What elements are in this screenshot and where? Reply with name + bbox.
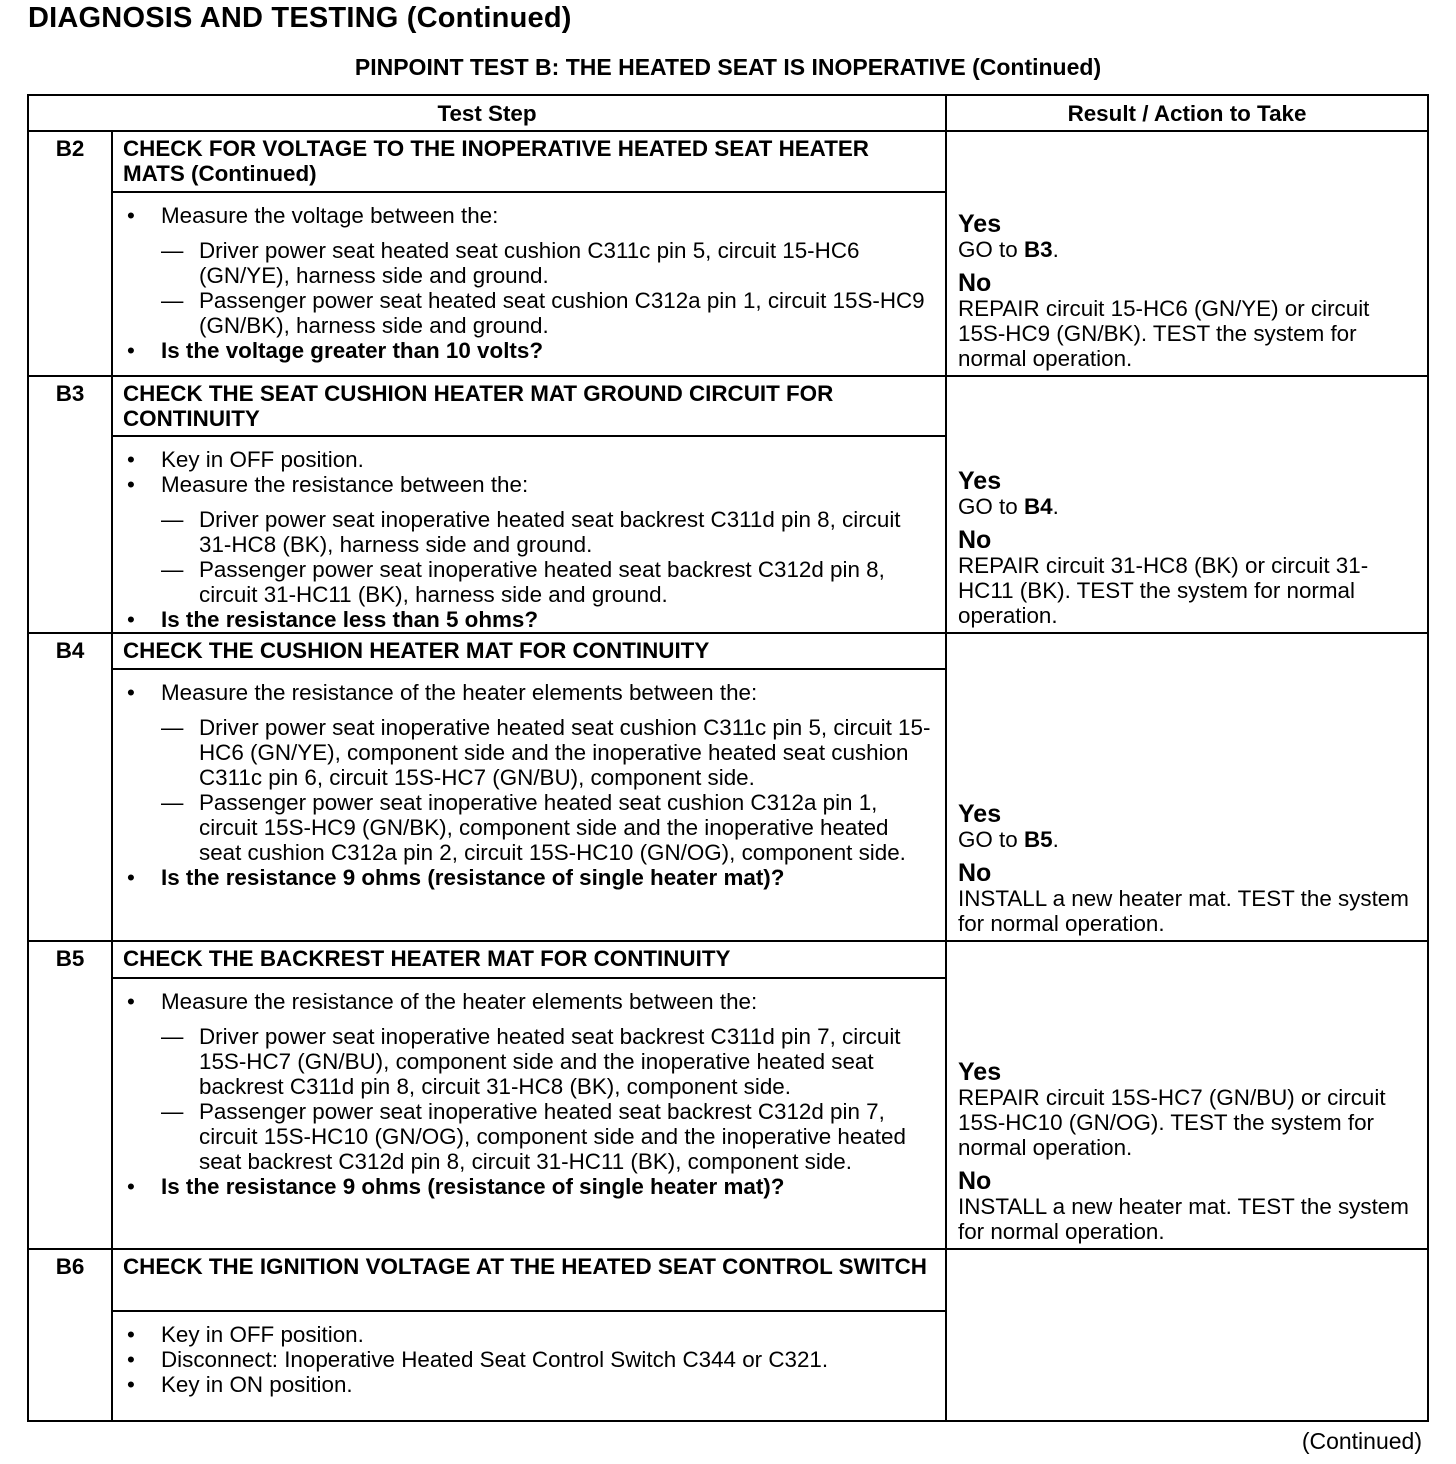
step-heading-row	[28, 376, 1428, 436]
step-body	[112, 436, 946, 633]
result-action	[958, 1085, 1417, 1160]
step-heading: CHECK THE SEAT CUSHION HEATER MAT GROUND CIRCUIT FOR CONTINUITY	[112, 376, 946, 436]
item-text: Is the voltage greater than 10 volts?	[161, 338, 543, 363]
bullet-item	[123, 338, 935, 363]
result-text: GO to	[958, 827, 1024, 852]
step-body	[112, 1311, 946, 1421]
bullet-marker: •	[127, 607, 135, 632]
step-body	[112, 978, 946, 1249]
step-heading: CHECK THE BACKREST HEATER MAT FOR CONTINUITY	[112, 941, 946, 978]
sub-item	[123, 790, 935, 865]
item-text: Measure the voltage between the:	[161, 203, 499, 228]
bullet-marker: •	[127, 680, 135, 705]
bullet-marker: •	[127, 1174, 135, 1199]
result-no-label: No	[958, 269, 992, 297]
result-text: B5	[1023, 827, 1053, 852]
dash-marker: —	[161, 507, 184, 532]
bullet-marker: •	[127, 203, 135, 228]
result-text: REPAIR circuit 15S-HC7 (GN/BU) or circuit 15S-HC10 (GN/OG). TEST the system for normal operation.	[958, 1085, 1386, 1160]
result-no-label: No	[958, 526, 992, 554]
result-text: INSTALL a new heater mat. TEST the system for normal operation.	[958, 886, 1409, 936]
bullet-item	[123, 1174, 935, 1199]
sub-item	[123, 715, 935, 790]
bullet-marker: •	[127, 1372, 135, 1397]
bullet-marker: •	[127, 338, 135, 363]
bullet-item	[123, 865, 935, 890]
dash-marker: —	[161, 1024, 184, 1049]
item-text: Is the resistance 9 ohms (resistance of single heater mat)?	[161, 865, 785, 890]
sub-item	[123, 1099, 935, 1174]
dash-marker: —	[161, 557, 184, 582]
item-text: Measure the resistance between the:	[161, 472, 529, 497]
sub-item	[123, 238, 935, 288]
bullet-item	[123, 1372, 935, 1397]
step-heading-row	[28, 941, 1428, 978]
bullet-marker: •	[127, 472, 135, 497]
bullet-marker: •	[127, 989, 135, 1014]
item-text: Is the resistance 9 ohms (resistance of single heater mat)?	[161, 1174, 785, 1199]
result-text: B4	[1023, 494, 1053, 519]
step-heading-row	[28, 131, 1428, 192]
step-heading-row	[28, 1249, 1428, 1311]
dash-marker: —	[161, 1099, 184, 1124]
result-action	[958, 886, 1417, 936]
sub-item	[123, 557, 935, 607]
result-action	[958, 827, 1417, 852]
result-yes-label: Yes	[958, 800, 1002, 828]
sub-item	[123, 288, 935, 338]
item-text: Passenger power seat inoperative heated seat backrest C312d pin 7, circuit 15S-HC10 (GN/OG), component side and the inoperative heated seat backrest C312d pin 8, circuit 31-HC11 (BK), component side.	[199, 1099, 906, 1174]
pinpoint-test-table	[27, 94, 1429, 1422]
result-action	[958, 296, 1417, 371]
result-cell	[946, 131, 1428, 376]
bullet-marker: •	[127, 447, 135, 472]
bullet-item	[123, 1322, 935, 1347]
result-text: .	[1052, 827, 1059, 852]
step-id: B4	[28, 633, 112, 941]
result-text: REPAIR circuit 31-HC8 (BK) or circuit 31-HC11 (BK). TEST the system for normal operation.	[958, 553, 1369, 628]
result-yes-label: Yes	[958, 467, 1002, 495]
item-text: Disconnect: Inoperative Heated Seat Control Switch C344 or C321.	[161, 1347, 829, 1372]
bullet-item	[123, 680, 935, 705]
result-yes-label: Yes	[958, 210, 1002, 238]
bullet-marker: •	[127, 1322, 135, 1347]
step-heading: CHECK FOR VOLTAGE TO THE INOPERATIVE HEATED SEAT HEATER MATS (Continued)	[112, 131, 946, 192]
result-cell	[946, 941, 1428, 1249]
item-text: Key in ON position.	[161, 1372, 353, 1397]
result-action	[958, 237, 1417, 262]
step-id: B5	[28, 941, 112, 1249]
item-text: Driver power seat inoperative heated seat cushion C311c pin 5, circuit 15-HC6 (GN/YE), component side and the inoperative heated seat cushion C311c pin 6, circuit 15S-HC7 (GN/BU), component side.	[199, 715, 931, 790]
page-title: DIAGNOSIS AND TESTING (Continued)	[28, 2, 572, 34]
step-body	[112, 192, 946, 376]
step-id: B6	[28, 1249, 112, 1421]
result-text: .	[1052, 494, 1059, 519]
bullet-item	[123, 1347, 935, 1372]
item-text: Measure the resistance of the heater elements between the:	[161, 680, 758, 705]
item-text: Driver power seat heated seat cushion C311c pin 5, circuit 15-HC6 (GN/YE), harness side and ground.	[199, 238, 860, 288]
result-no-label: No	[958, 1167, 992, 1195]
result-action	[958, 494, 1417, 519]
sub-item	[123, 1024, 935, 1099]
bullet-item	[123, 472, 935, 497]
column-header-result: Result / Action to Take	[946, 95, 1428, 131]
step-heading-row	[28, 633, 1428, 669]
result-text: REPAIR circuit 15-HC6 (GN/YE) or circuit 15S-HC9 (GN/BK). TEST the system for normal operation.	[958, 296, 1370, 371]
item-text: Driver power seat inoperative heated seat backrest C311d pin 8, circuit 31-HC8 (BK), harness side and ground.	[199, 507, 901, 557]
column-header-test-step: Test Step	[28, 95, 946, 131]
step-id: B3	[28, 376, 112, 633]
bullet-marker: •	[127, 865, 135, 890]
item-text: Driver power seat inoperative heated seat backrest C311d pin 7, circuit 15S-HC7 (GN/BU), component side and the inoperative heated seat backrest C311d pin 8, circuit 31-HC8 (BK), component side.	[199, 1024, 901, 1099]
result-cell	[946, 633, 1428, 941]
step-heading: CHECK THE CUSHION HEATER MAT FOR CONTINUITY	[112, 633, 946, 669]
item-text: Is the resistance less than 5 ohms?	[161, 607, 539, 632]
item-text: Key in OFF position.	[161, 1322, 364, 1347]
bullet-item	[123, 203, 935, 228]
result-text: .	[1052, 237, 1059, 262]
result-text: INSTALL a new heater mat. TEST the system for normal operation.	[958, 1194, 1409, 1244]
result-action	[958, 553, 1417, 628]
dash-marker: —	[161, 715, 184, 740]
result-no-label: No	[958, 859, 992, 887]
dash-marker: —	[161, 288, 184, 313]
result-action	[958, 1194, 1417, 1244]
item-text: Passenger power seat inoperative heated seat cushion C312a pin 1, circuit 15S-HC9 (GN/BK), component side and the inoperative heated seat cushion C312a pin 2, circuit 15S-HC10 (GN/OG), component side.	[199, 790, 906, 865]
item-text: Measure the resistance of the heater elements between the:	[161, 989, 758, 1014]
result-yes-label: Yes	[958, 1058, 1002, 1086]
result-text: B3	[1023, 237, 1053, 262]
item-text: Passenger power seat heated seat cushion C312a pin 1, circuit 15S-HC9 (GN/BK), harness side and ground.	[199, 288, 925, 338]
bullet-item	[123, 989, 935, 1014]
item-text: Passenger power seat inoperative heated seat backrest C312d pin 8, circuit 31-HC11 (BK), harness side and ground.	[199, 557, 885, 607]
item-text: Key in OFF position.	[161, 447, 364, 472]
bullet-item	[123, 607, 935, 632]
result-cell	[946, 376, 1428, 633]
bullet-item	[123, 447, 935, 472]
sub-item	[123, 507, 935, 557]
continued-label: (Continued)	[1301, 1428, 1422, 1454]
step-id: B2	[28, 131, 112, 376]
result-text: GO to	[958, 494, 1024, 519]
step-body	[112, 669, 946, 941]
result-text: GO to	[958, 237, 1024, 262]
result-cell	[946, 1249, 1428, 1421]
dash-marker: —	[161, 790, 184, 815]
dash-marker: —	[161, 238, 184, 263]
step-heading: CHECK THE IGNITION VOLTAGE AT THE HEATED SEAT CONTROL SWITCH	[112, 1249, 946, 1311]
table-title: PINPOINT TEST B: THE HEATED SEAT IS INOPERATIVE (Continued)	[354, 54, 1102, 80]
bullet-marker: •	[127, 1347, 135, 1372]
